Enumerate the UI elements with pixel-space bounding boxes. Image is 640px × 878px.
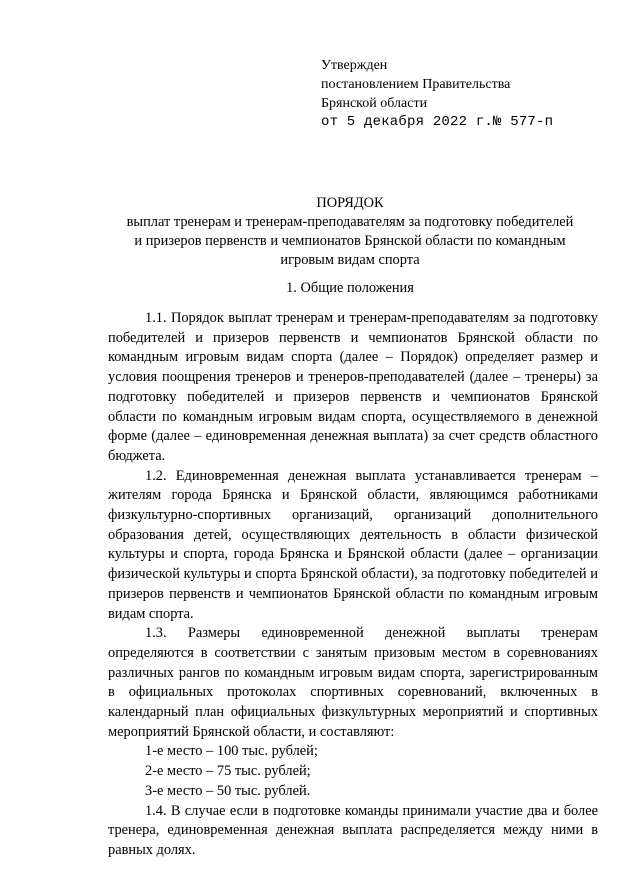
place-3-amount: 3-е место – 50 тыс. рублей.	[145, 782, 311, 799]
place-2-amount: 2-е место – 75 тыс. рублей;	[145, 763, 311, 780]
paragraph-1-2: 1.2. Единовременная денежная выплата устанавливается тренерам – жителям города Брянска и Брянской области, являющимся работниками физкультурно-спортивных организаций, организаций дополнительного образования детей, осуществляющих деятельность в области физической культуры и спорта, города Брянска и Брянской области (далее – организации физической культуры и спорта Брянской области), за подготовку победителей и призеров первенств и чемпионатов Брянской области по командным игровым видам спорта.	[108, 467, 598, 622]
paragraph-1-4: 1.4. В случае если в подготовке команды принимали участие два и более тренера, единовременная денежная выплата распределяется между ними в равных долях.	[108, 802, 598, 858]
paragraph-1-3: 1.3. Размеры единовременной денежной выплаты тренерам определяются в соответствии с занятым призовым местом в соревнованиях различных рангов по командным игровым видам спорта, зарегистрированным в официальных протоколах спортивных соревнований, включенных в календарный план официальных физкультурных мероприятий и спортивных мероприятий Брянской области, и составляют:	[108, 625, 598, 740]
section-heading: 1. Общие положения	[286, 280, 414, 296]
title-line-1: выплат тренерам и тренерам-преподавателям за подготовку победителей	[126, 214, 574, 230]
place-1-amount: 1-е место – 100 тыс. рублей;	[145, 743, 318, 760]
document-title	[100, 194, 600, 270]
approval-line-date-number: от 5 декабря 2022 г.№ 577-п	[321, 114, 554, 130]
paragraph-1-1: 1.1. Порядок выплат тренерам и тренерам-преподавателям за подготовку победителей и призеров первенств и чемпионатов Брянской области по командным игровым видам спорта (далее – Порядок) определяет размер и условия поощрения тренеров и тренеров-преподавателей (далее – тренеры) за подготовку победителей и призеров первенств и чемпионатов Брянской области по командным игровым видам спорта, осуществляемого в денежной форме (далее – единовременная денежная выплата) за счет средств областного бюджета.	[108, 310, 598, 464]
approval-line-decree: постановлением Правительства	[321, 77, 511, 92]
title-heading: ПОРЯДОК	[316, 195, 384, 211]
approval-block	[321, 56, 553, 132]
approval-line-region: Брянской области	[321, 96, 428, 111]
approval-line-approved: Утвержден	[321, 58, 388, 73]
title-line-2: и призеров первенств и чемпионатов Брянской области по командным	[134, 233, 566, 249]
document-body	[108, 309, 598, 861]
title-line-3: игровым видам спорта	[280, 252, 420, 268]
